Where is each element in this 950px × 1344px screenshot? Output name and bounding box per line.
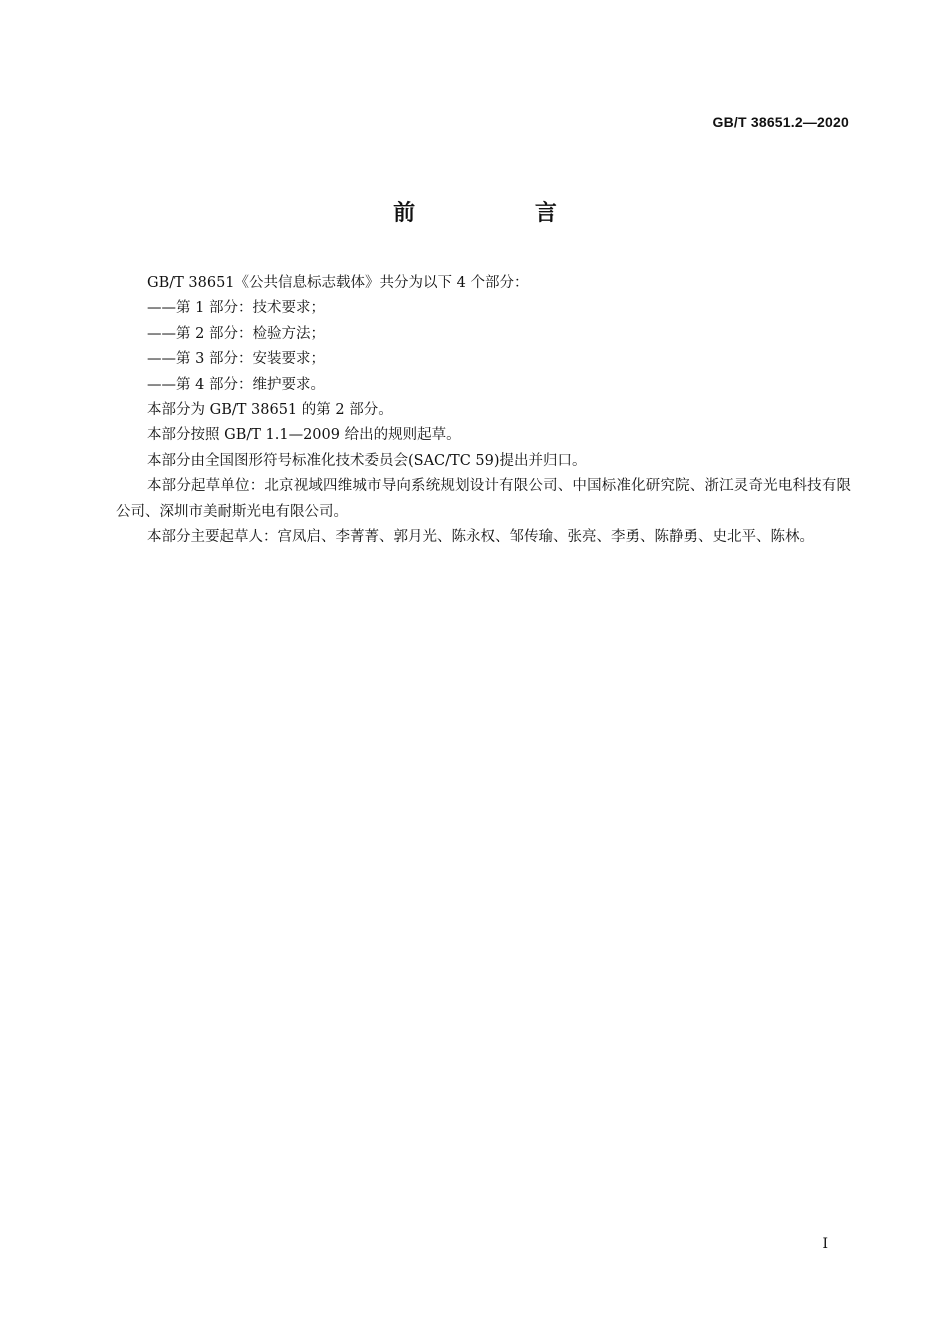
paragraph-drafting-rules: 本部分按照 GB/T 1.1—2009 给出的规则起草。	[147, 427, 461, 444]
paragraph-drafters: 本部分主要起草人：宫凤启、李菁菁、郭月光、陈永权、邹传瑜、张亮、李勇、陈静勇、史北平、陈林。	[147, 529, 814, 546]
page-number: I	[822, 1236, 828, 1252]
paragraph-drafting-units: 本部分起草单位：北京视域四维城市导向系统规划设计有限公司、中国标准化研究院、浙江灵奇光电科技有限公司、深圳市美耐斯光电有限公司。	[116, 478, 851, 520]
page-title: 前 言	[393, 201, 613, 226]
standard-code-header: GB/T 38651.2—2020	[712, 114, 849, 130]
list-item-part-3: ——第 3 部分：安装要求；	[147, 351, 325, 368]
paragraph-this-part: 本部分为 GB/T 38651 的第 2 部分。	[147, 402, 393, 419]
paragraph-proposer: 本部分由全国图形符号标准化技术委员会(SAC/TC 59)提出并归口。	[147, 452, 587, 469]
list-item-part-2: ——第 2 部分：检验方法；	[147, 325, 325, 342]
foreword-body	[116, 271, 851, 550]
list-item-part-1: ——第 1 部分：技术要求；	[147, 300, 325, 317]
list-item-part-4: ——第 4 部分：维护要求。	[147, 376, 325, 393]
paragraph-parts-intro: GB/T 38651《公共信息标志载体》共分为以下 4 个部分：	[147, 275, 529, 291]
